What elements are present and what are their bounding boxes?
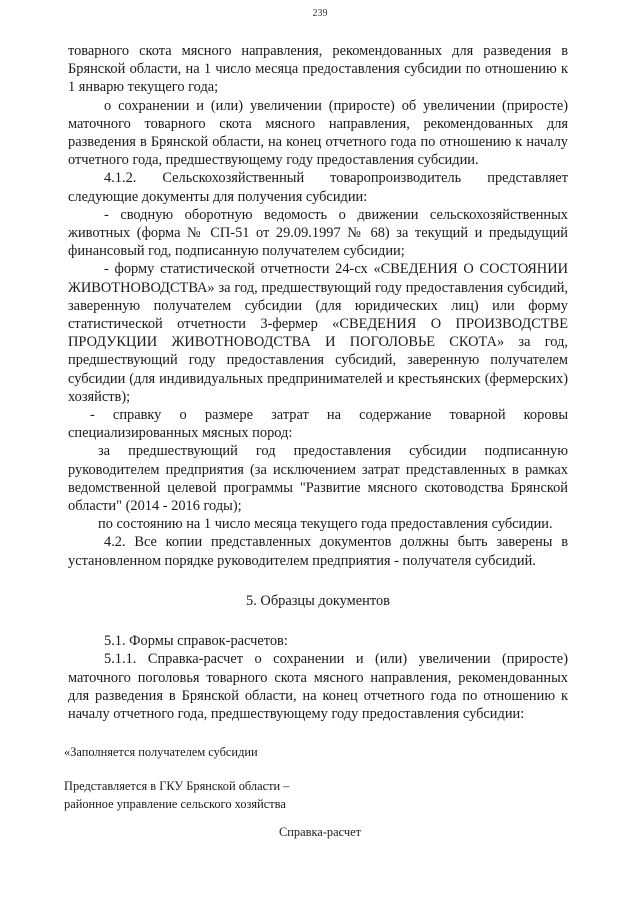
paragraph-5: - форму статистической отчетности 24-сх «СВЕДЕНИЯ О СОСТОЯНИИ ЖИВОТНОВОДСТВА» за год, предшествующий году предоставления субсидий, заверенную получателем субсидии (для юридических лиц) или форму статистической отчетности 3-фермер «СВЕДЕНИЯ О ПРОИЗВОДСТВЕ ПРОДУКЦИИ ЖИВОТНОВОДСТВА И ПОГОЛОВЬЕ СКОТА» за год, предшествующий году предоставления субсидий, заверенную получателем субсидии (для индивидуальных предпринимателей и крестьянских (фермерских) хозяйств); [68, 261, 568, 405]
paragraph-1: товарного скота мясного направления, рекомендованных для разведения в Брянской области, на 1 число месяца предоставления субсидии по отношению к 1 январю текущего года; [68, 43, 568, 96]
form-caption: Справка-расчет [279, 825, 361, 839]
paragraph-3: 4.1.2. Сельскохозяйственный товаропроизводитель представляет следующие документы для получения субсидии: [68, 170, 568, 205]
section-title: 5. Образцы документов [246, 592, 390, 609]
submit-to-line-1: Представляется в ГКУ Брянской области – [64, 779, 290, 793]
paragraph-7: за предшествующий год предоставления субсидии подписанную руководителем предприятия (за исключением затрат представленных в рамках ведомственной целевой программы "Развитие мясного скотоводства Брянской области" (2014 - 2016 годы); [68, 443, 568, 515]
page-number: 239 [312, 8, 328, 19]
paragraph-6: - справку о размере затрат на содержание товарной коровы специализированных мясных пород: [68, 407, 568, 442]
paragraph-8: по состоянию на 1 число месяца текущего года предоставления субсидии. [98, 516, 553, 533]
submit-to-line-2: районное управление сельского хозяйства [64, 797, 286, 811]
fill-note: «Заполняется получателем субсидии [64, 745, 258, 759]
paragraph-9: 4.2. Все копии представленных документов должны быть заверены в установленном порядке руководителем предприятия - получателя субсидий. [68, 534, 568, 569]
subsection-title: 5.1. Формы справок-расчетов: [104, 633, 288, 650]
paragraph-4: - сводную оборотную ведомость о движении сельскохозяйственных животных (форма № СП-51 от 29.09.1997 № 68) за текущий и предыдущий финансовый год, подписанную получателем субсидии; [68, 206, 568, 260]
document-body [68, 42, 568, 723]
item-5-1-1: 5.1.1. Справка-расчет о сохранении и (или) увеличении (приросте) маточного поголовья товарного скота мясного направления, рекомендованных для разведения в Брянской области, на конец отчетного года по отношению к началу отчетного года, предшествующему году предоставления субсидии: [68, 651, 568, 722]
paragraph-2: о сохранении и (или) увеличении (приросте) об увеличении (приросте) маточного товарного скота мясного направления, рекомендованных для разведения в Брянской области, на конец отчетного года по отношению к началу отчетного года, предшествующему году предоставления субсидии. [68, 97, 568, 169]
